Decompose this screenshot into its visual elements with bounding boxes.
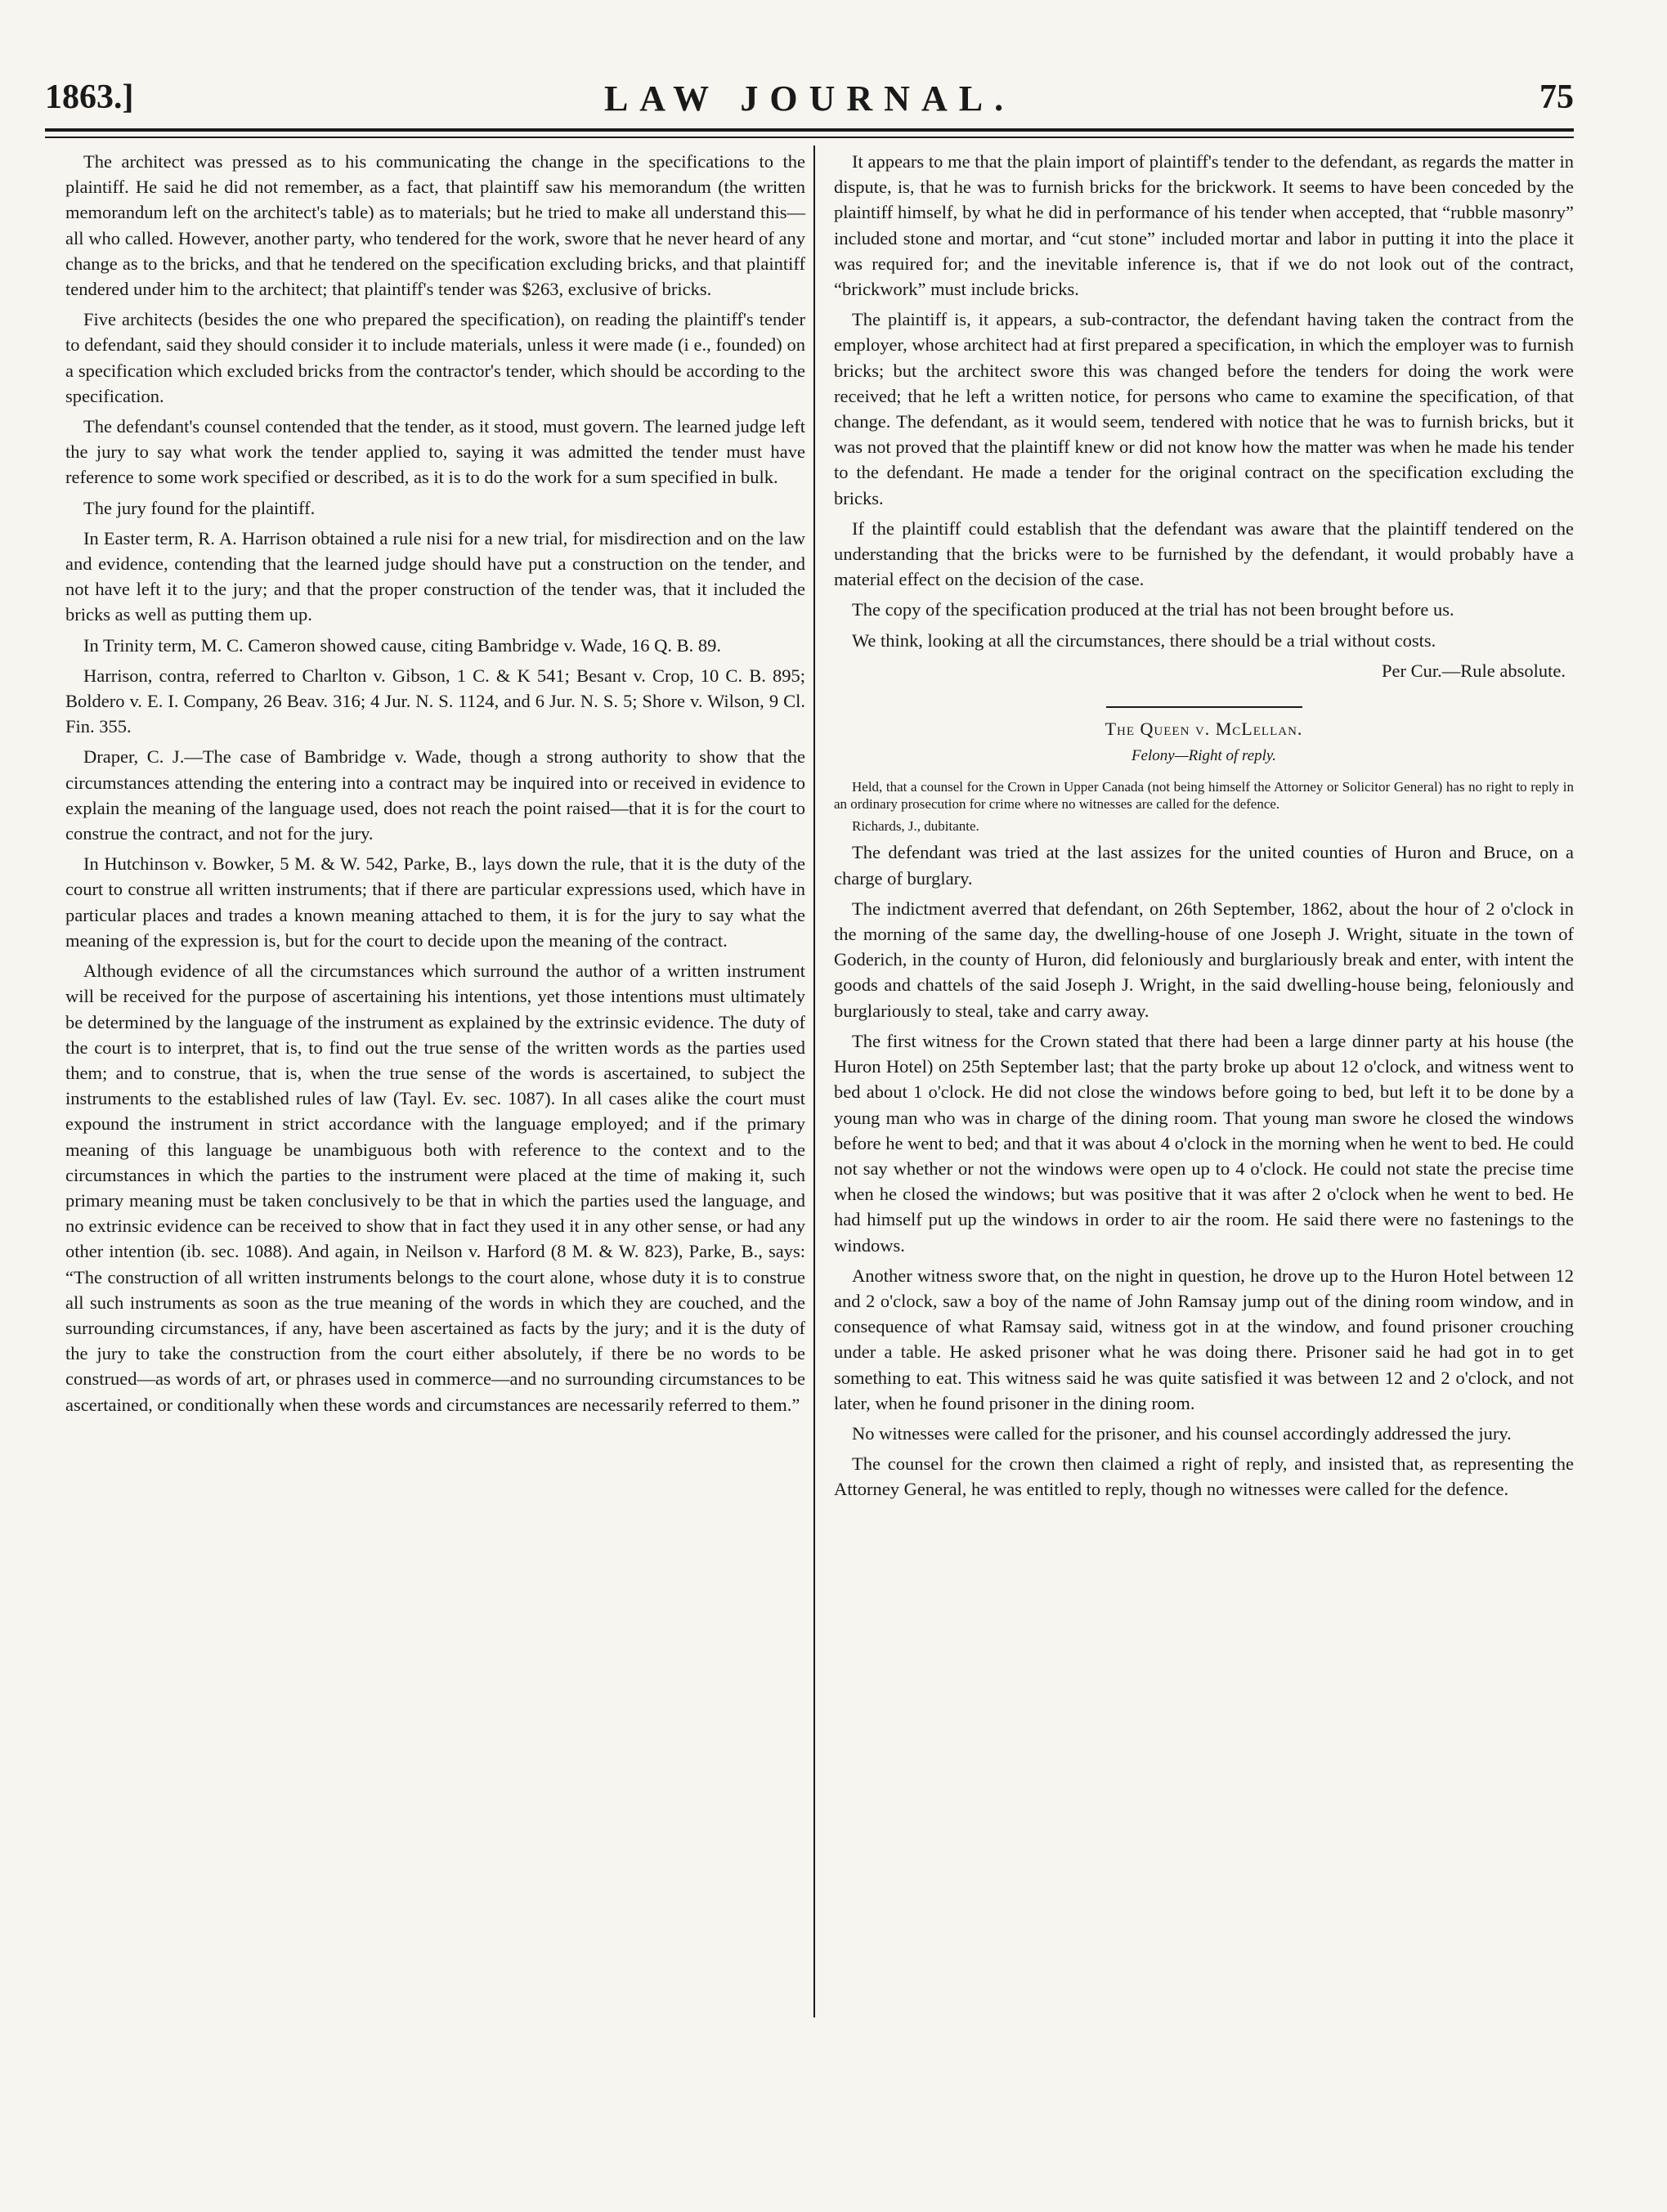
paragraph: Another witness swore that, on the night in question, he drove up to the Huron Hotel between 12 and 2 o'clock, saw a boy of the name of John Ramsay jump out of the dining room window, and in consequence of what Ramsay said, witness got in at the window, and found prisoner crouching under a table. He asked prisoner what he was doing there. Prisoner said he had got in to get something to eat. This witness said he was quite satisfied it was between 12 and 2 o'clock, and not later, when he found prisoner in the dining room. [834,1265,1574,1413]
paragraph: Although evidence of all the circumstances which surround the author of a written instrument will be received for the purpose of ascertaining his intentions, yet those intentions must ultimately be determined by the language of the instrument as explained by the extrinsic evidence. The duty of the court is to interpret, that is, to find out the true sense of the written words as the parties used them; and to construe, that is, when the true sense of the words is ascertained, to subject the instruments to the established rules of law (Tayl. Ev. sec. 1087). In all cases alike the court must expound the instrument in strict accordance with the language employed; and if the primary meaning of this language be unambiguous both with reference to the context and to the circumstances in which the parties to the instrument were placed at the time of making it, such primary meaning must be taken conclusively to be that in which the parties used the language, and no extrinsic evidence can be received to show that in fact they used it in any other sense, or had any other intention (ib. sec. 1088). And again, in Neilson v. Harford (8 M. & W. 823), Parke, B., says: “The construction of all written instruments belongs to the court alone, whose duty it is to construe all such instruments as soon as the true meaning of the words in which they are couched, and the surrounding circumstances, if any, have been ascertained as facts by the jury; and it is the duty of the jury to take the construction from the court either absolutely, if there be no words to be construed—as words of art, or phrases used in commerce—and no surrounding circumstances to be ascertained, or conditionally when these words and circumstances are necessarily referred to them.” [65,960,805,1415]
case-separator-rule [1106,706,1302,708]
right-column [834,149,1574,1507]
paragraph: Five architects (besides the one who prepared the specification), on reading the plaintiff's tender to defendant, said they should consider it to include materials, unless it were made (i e., founded) on a specification which excluded bricks from the contractor's tender, which should be according to the specification. [65,309,805,406]
paragraph: The counsel for the crown then claimed a right of reply, and insisted that, as representing the Attorney General, he was entitled to reply, though no witnesses were called for the defence. [834,1453,1574,1500]
paragraph: Draper, C. J.—The case of Bambridge v. Wade, though a strong authority to show that the circumstances attending the entering into a contract may be inquired into or received in evidence to explain the meaning of the language used, does not reach the point raised—that it is for the court to construe the contract, and not for the jury. [65,746,805,844]
paragraph: In Trinity term, M. C. Cameron showed cause, citing Bambridge v. Wade, 16 Q. B. 89. [83,634,721,656]
column-divider [813,146,815,2017]
paragraph: We think, looking at all the circumstances, there should be a trial without costs. [852,629,1436,651]
paragraph: In Easter term, R. A. Harrison obtained a rule nisi for a new trial, for misdirection and on the law and evidence, contending that the learned judge should have put a construction on the tender, and not have left it to the jury; and that the proper construction of the tender was, that it included the bricks as well as putting them up. [65,527,805,625]
case-headnote: Held, that a counsel for the Crown in Upper Canada (not being himself the Attorney or Solicitor General) has no right to reply in an ordinary prosecution for crime where no witnesses are called for the defence. [834,779,1574,813]
case-subtitle: Felony—Right of reply. [1131,747,1277,765]
paragraph: The architect was pressed as to his communicating the change in the specifications to the plaintiff. He said he did not remember, as a fact, that plaintiff saw his memorandum (the written memorandum left on the architect's table) as to materials; but he tried to make all understand this—all who called. However, another party, who tendered for the work, swore that he never heard of any change as to the bricks, and that he tendered on the specification excluding bricks, and that plaintiff tendered under him to the architect; that plaintiff's tender was $263, exclusive of bricks. [65,151,805,300]
paragraph: It appears to me that the plain import of plaintiff's tender to the defendant, as regards the matter in dispute, is, that he was to furnish bricks for the brickwork. It seems to have been conceded by the plaintiff himself, by what he did in performance of his tender when accepted, that “rubble masonry” included stone and mortar, and “cut stone” included mortar and labor in putting it into the place it was required for; and the inevitable inference is, that if we do not look out of the contract, “brickwork” must include bricks. [834,151,1574,300]
paragraph: The defendant was tried at the last assizes for the united counties of Huron and Bruce, on a charge of burglary. [834,842,1574,889]
paragraph: The jury found for the plaintiff. [83,497,316,518]
per-curiam: Per Cur.—Rule absolute. [1382,660,1566,681]
case-title: The Queen v. McLellan. [1105,719,1303,740]
paragraph: In Hutchinson v. Bowker, 5 M. & W. 542, Parke, B., lays down the rule, that it is the duty of the court to construe all written instruments; that if there are particular expressions used, which have in particular places and trades a known meaning attached to them, it is for the jury to say what the meaning of the expression is, but for the court to decide upon the meaning of the contract. [65,853,805,951]
paragraph: If the plaintiff could establish that the defendant was aware that the plaintiff tendered on the understanding that the bricks were to be furnished by the defendant, it would probably have a material effect on the decision of the case. [834,517,1574,590]
running-header [45,78,1574,127]
page-number: 75 [1539,78,1574,116]
case-judge-note: Richards, J., dubitante. [852,818,979,835]
journal-title: LAW JOURNAL. [603,78,1015,119]
paragraph: The indictment averred that defendant, on 26th September, 1862, about the hour of 2 o'clock in the morning of the same day, the dwelling-house of one Joseph J. Wright, situate in the town of Goderich, in the county of Huron, did feloniously and burglariously break and enter, with intent the goods and chattels of the said Joseph J. Wright, in the said dwelling-house being, feloniously and burglariously to steal, take and carry away. [834,898,1574,1021]
header-year: 1863.] [45,78,134,116]
paragraph: The first witness for the Crown stated that there had been a large dinner party at his house (the Huron Hotel) on 25th September last; that the party broke up about 12 o'clock, and witness went to bed about 1 o'clock. He did not close the windows before going to bed, but left it to be done by a young man who was in charge of the dining room. That young man swore he closed the windows before he went to bed; and that it was about 4 o'clock in the morning when he went to bed. He could not say whether or not the windows were open up to 4 o'clock. He could not state the precise time when he closed the windows; but was positive that it was after 2 o'clock when he went to bed. He had himself put up the windows in order to air the room. He said there were no fastenings to the windows. [834,1030,1574,1256]
header-rule-thin [45,137,1574,138]
left-column [65,149,805,1422]
paragraph: The copy of the specification produced at the trial has not been brought before us. [852,599,1454,620]
paragraph: No witnesses were called for the prisoner, and his counsel accordingly addressed the jury. [852,1422,1512,1444]
paragraph: The defendant's counsel contended that the tender, as it stood, must govern. The learned judge left the jury to say what work the tender applied to, saying it was admitted the tender must have reference to some work specified or described, as it is to do the work for a sum specified in bulk. [65,416,805,488]
header-rule-thick [45,128,1574,132]
paragraph: Harrison, contra, referred to Charlton v. Gibson, 1 C. & K 541; Besant v. Crop, 10 C. B. 895; Boldero v. E. I. Company, 26 Beav. 316; 4 Jur. N. S. 1124, and 6 Jur. N. S. 5; Shore v. Wilson, 9 Cl. Fin. 355. [65,665,805,737]
paragraph: The plaintiff is, it appears, a sub-contractor, the defendant having taken the contract from the employer, whose architect had at first prepared a specification, in which the employer was to furnish bricks; but the architect swore this was changed before the tenders for doing the work were received; that he left a written notice, for persons who came to examine the specification, of that change. The defendant, as it would seem, tendered with notice that he was to furnish bricks, but it was not proved that the plaintiff knew or did not know how the matter was when he made his tender to the defendant. He made a tender for the original contract on the specification excluding the bricks. [834,309,1574,508]
